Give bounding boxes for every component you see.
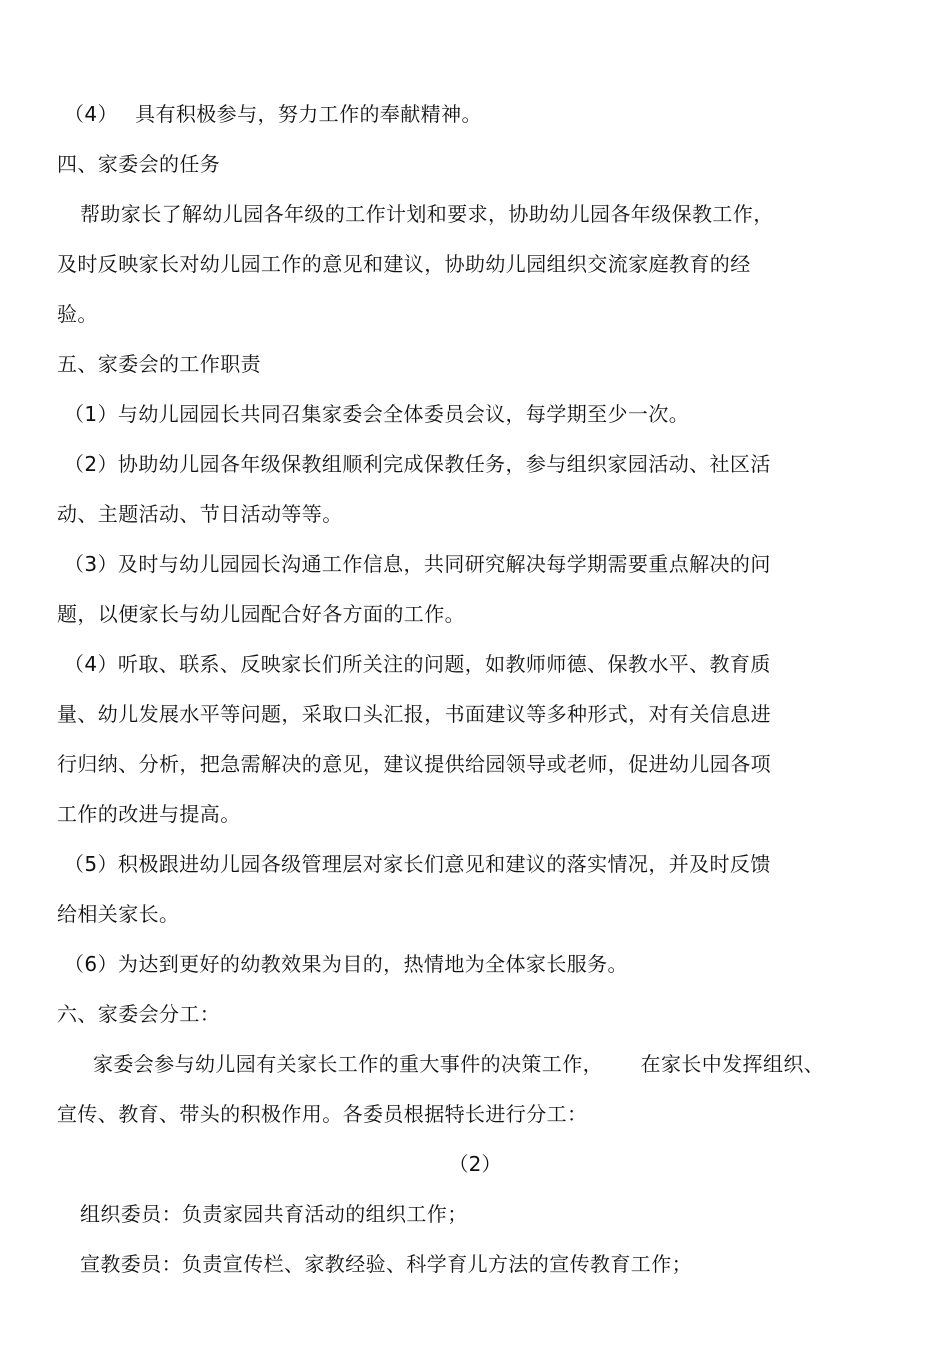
paragraph-line: 验。 (57, 302, 98, 326)
page-number: （2） (448, 1152, 502, 1176)
duty-item-4: （4）听取、联系、反映家长们所关注的问题，如教师师德、保教水平、教育质 (64, 652, 771, 676)
paragraph-line: 及时反映家长对幼儿园工作的意见和建议，协助幼儿园组织交流家庭教育的经 (57, 252, 751, 276)
duty-item-4-continued: 工作的改进与提高。 (57, 802, 241, 826)
paragraph-line: 帮助家长了解幼儿园各年级的工作计划和要求，协助幼儿园各年级保教工作， (80, 202, 774, 226)
duty-item-1: （1）与幼儿园园长共同召集家委会全体委员会议，每学期至少一次。 (64, 402, 690, 426)
paragraph-line: 宣传、教育、带头的积极作用。各委员根据特长进行分工： (57, 1102, 588, 1126)
section-heading-tasks: 四、家委会的任务 (57, 152, 221, 176)
duty-item-5: （5）积极跟进幼儿园各级管理层对家长们意见和建议的落实情况，并及时反馈 (64, 852, 771, 876)
duty-item-3-continued: 题，以便家长与幼儿园配合好各方面的工作。 (57, 602, 465, 626)
duty-item-3: （3）及时与幼儿园园长沟通工作信息，共同研究解决每学期需要重点解决的问 (64, 552, 771, 576)
duty-item-6: （6）为达到更好的幼教效果为目的，热情地为全体家长服务。 (64, 952, 628, 976)
duty-item-2-continued: 动、主题活动、节日活动等等。 (57, 502, 343, 526)
paragraph-line: 家委会参与幼儿园有关家长工作的重大事件的决策工作， 在家长中发挥组织、 (93, 1052, 825, 1076)
role-publicity-member: 宣教委员：负责宣传栏、家教经验、科学育儿方法的宣传教育工作； (80, 1252, 692, 1276)
duty-item-2: （2）协助幼儿园各年级保教组顺利完成保教任务，参与组织家园活动、社区活 (64, 452, 771, 476)
section-heading-duties: 五、家委会的工作职责 (57, 352, 261, 376)
duty-item-5-continued: 给相关家长。 (57, 902, 180, 926)
role-organizing-member: 组织委员：负责家园共育活动的组织工作； (80, 1202, 468, 1226)
duty-item-4-continued: 量、幼儿发展水平等问题，采取口头汇报，书面建议等多种形式，对有关信息进 (57, 702, 771, 726)
duty-item-4-continued: 行归纳、分析，把急需解决的意见，建议提供给园领导或老师，促进幼儿园各项 (57, 752, 771, 776)
item-4-dedication: （4） 具有积极参与，努力工作的奉献精神。 (64, 102, 482, 126)
section-heading-division: 六、家委会分工： (57, 1002, 221, 1026)
